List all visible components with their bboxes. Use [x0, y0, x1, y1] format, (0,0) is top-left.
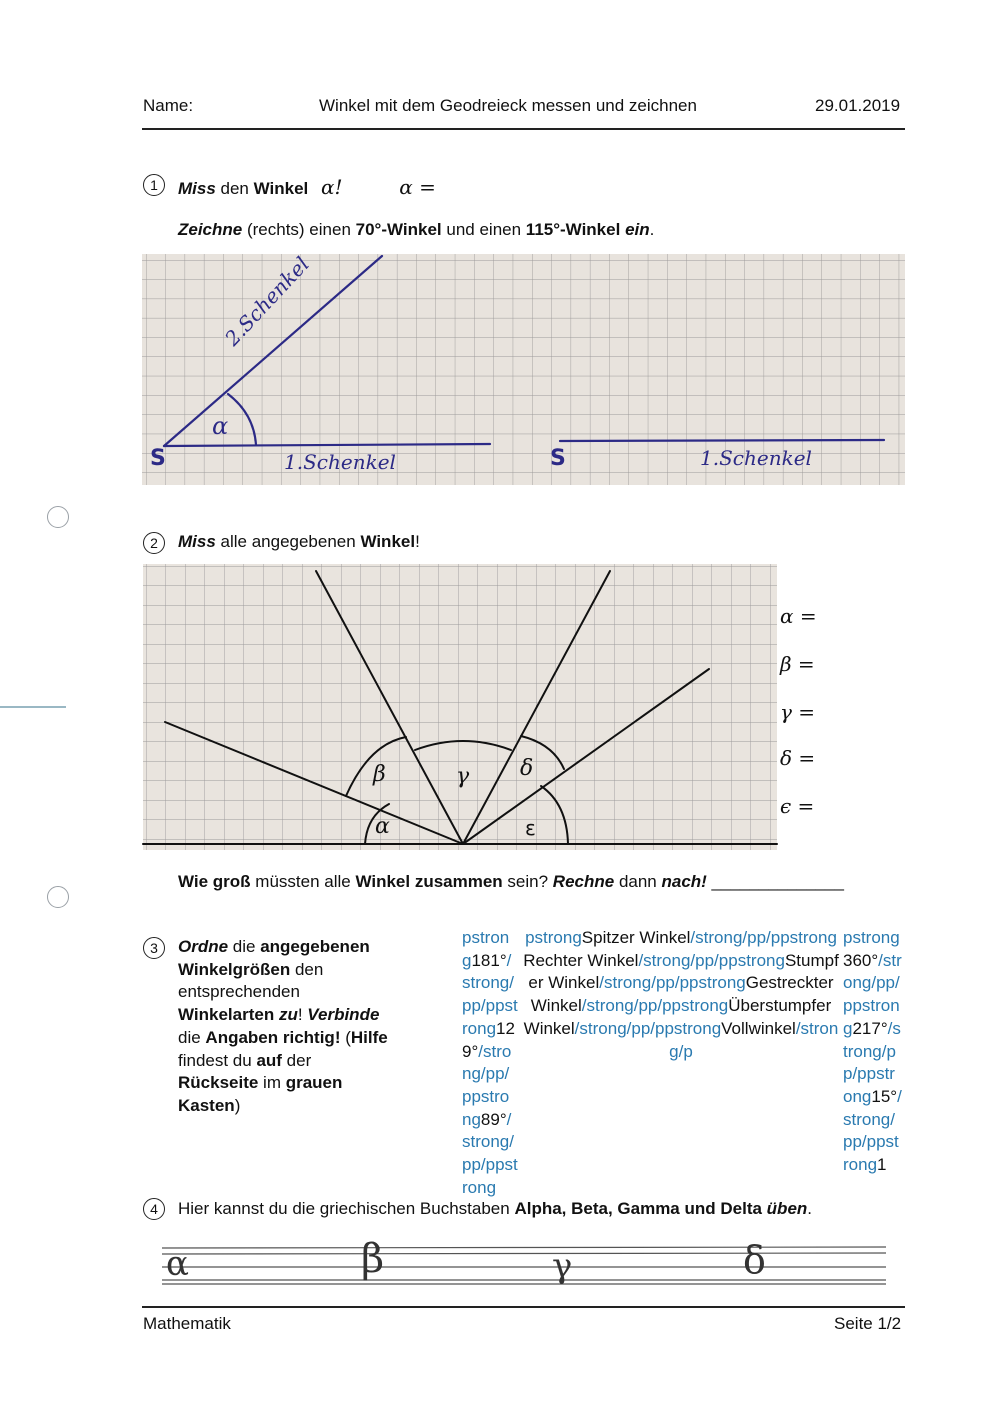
fold-mark: [0, 706, 66, 708]
vertex-label-right: S: [550, 446, 566, 471]
vertex-label-left: S: [150, 446, 166, 471]
matching-item[interactable]: 129°: [462, 1018, 515, 1061]
matching-column-values-left: [462, 927, 518, 1197]
markup-fragment: /strong/pp/ppstrong: [638, 950, 785, 970]
markup-fragment: /strong/pp/ppstrong: [581, 996, 729, 1016]
task3-instruction-run: Verbinde: [307, 1005, 380, 1025]
header-rule: [142, 128, 905, 130]
greek-gamma-sample: γ: [552, 1246, 573, 1286]
matching-item[interactable]: Spitzer Winkel: [581, 928, 691, 947]
matching-item[interactable]: 217°: [852, 1018, 888, 1038]
angle-gamma-label: γ: [456, 764, 470, 789]
matching-item[interactable]: 1: [877, 1155, 887, 1175]
task3-instruction-run: Angaben richtig!: [205, 1027, 341, 1047]
matching-item[interactable]: Überstumpfer Winkel: [523, 996, 832, 1038]
task3-instruction-run: im: [258, 1073, 286, 1093]
angle-epsilon-label: ε: [525, 816, 536, 840]
task3-instruction-run: zu: [278, 1005, 298, 1025]
answer-beta-field[interactable]: β =: [780, 652, 815, 676]
task3-instruction-run: findest du: [178, 1050, 257, 1070]
matching-item[interactable]: 89°: [480, 1109, 507, 1129]
footer-page-number: Seite 1/2: [834, 1314, 902, 1333]
task2-instruction: Miss alle angegebenen Winkel!: [178, 532, 420, 551]
task1-grid-photo: [142, 254, 905, 485]
markup-fragment: /strong/pp/ppstrong: [690, 928, 837, 947]
task3-instruction-run: !: [297, 1005, 308, 1025]
markup-fragment: /strong/pp/ppstrong: [843, 950, 902, 1038]
markup-fragment: pstrong: [462, 928, 510, 970]
markup-fragment: /strong/pp/ppstrong: [462, 1041, 512, 1129]
task3-instruction-run: die: [228, 937, 261, 956]
matching-item[interactable]: Vollwinkel: [721, 1018, 796, 1038]
greek-delta-sample: δ: [743, 1238, 766, 1282]
worksheet-date: 29.01.2019: [815, 96, 901, 115]
markup-fragment: /strong/pp/ppstrong: [599, 973, 746, 993]
task-number-1: 1: [143, 174, 165, 196]
angle-alpha-label: α: [375, 814, 390, 839]
task2-sum-question: Wie groß müssten alle Winkel zusammen sein? Rechne dann nach! ______________: [178, 872, 844, 891]
first-leg-label-left: 1.Schenkel: [284, 450, 396, 474]
markup-fragment: /strong/pp/ppstrong: [843, 1018, 901, 1106]
alpha-answer-field[interactable]: α =: [399, 175, 436, 199]
markup-fragment: /strong/pp/ppstrong: [462, 1109, 518, 1197]
second-leg-label: 2.Schenkel: [220, 252, 314, 351]
footer-rule: [142, 1306, 905, 1308]
answer-gamma-field[interactable]: γ =: [780, 700, 816, 724]
task3-instruction: [178, 936, 396, 1118]
matching-item[interactable]: 360°: [843, 950, 879, 970]
matching-column-angle-types: [522, 927, 840, 1185]
answer-alpha-field[interactable]: α =: [780, 604, 817, 628]
alpha-label-photo1: α: [212, 412, 229, 440]
task3-instruction-run: die: [178, 1027, 206, 1047]
matching-column-values-right: [843, 927, 903, 1185]
angle-beta-label: β: [373, 762, 386, 787]
answer-delta-field[interactable]: δ =: [780, 746, 816, 770]
task3-instruction-run: grauen Kasten: [178, 1073, 343, 1115]
markup-fragment: /strong/pp/ppstrong: [574, 1018, 722, 1038]
task3-instruction-run: Hilfe: [350, 1027, 388, 1047]
markup-fragment: /strong/pp/ppstrong: [462, 950, 518, 1038]
task3-instruction-run: Ordne: [178, 937, 229, 956]
task3-instruction-run: (: [340, 1027, 351, 1047]
task-number-3: 3: [143, 937, 165, 959]
matching-item[interactable]: Gestreckter Winkel: [530, 973, 834, 1016]
footer-subject: Mathematik: [143, 1314, 231, 1333]
task3-instruction-run: der: [281, 1050, 312, 1070]
answer-epsilon-field[interactable]: ϵ =: [780, 794, 815, 818]
matching-item[interactable]: Rechter Winkel: [523, 950, 639, 970]
task3-instruction-run: Rückseite: [178, 1073, 259, 1093]
sum-answer-line[interactable]: ______________: [706, 872, 844, 891]
task3-instruction-run: angegebenen Winkelgrößen: [178, 937, 370, 979]
matching-item[interactable]: 15°: [871, 1086, 898, 1106]
greek-handwriting-practice-lines[interactable]: [158, 1236, 890, 1290]
punch-hole-mark: [47, 506, 69, 528]
matching-item[interactable]: 181°: [471, 950, 507, 970]
markup-fragment: /strong/p: [669, 1018, 839, 1061]
task2-grid-photo: [143, 564, 777, 850]
greek-alpha-sample: α: [166, 1244, 189, 1284]
matching-item[interactable]: Stumpfer Winkel: [528, 950, 839, 993]
markup-fragment: pstrong: [843, 928, 900, 947]
markup-fragment: pstrong: [525, 928, 582, 947]
task-number-4: 4: [143, 1198, 165, 1220]
name-label: Name:: [143, 96, 194, 115]
angle-delta-label: δ: [520, 756, 534, 781]
task3-instruction-run: den entsprechenden: [178, 959, 324, 1002]
task4-instruction: Hier kannst du die griechischen Buchstaben Alpha, Beta, Gamma und Delta üben.: [178, 1199, 813, 1218]
task1-instruction-draw: Zeichne (rechts) einen 70°-Winkel und einen 115°-Winkel ein.: [178, 220, 655, 239]
first-leg-label-right: 1.Schenkel: [700, 446, 812, 470]
task-number-2: 2: [143, 532, 165, 554]
task3-instruction-run: auf: [256, 1050, 282, 1070]
markup-fragment: /strong/pp/ppstrong: [843, 1086, 902, 1175]
worksheet-title: Winkel mit dem Geodreieck messen und zeichnen: [319, 96, 697, 115]
task3-instruction-run: Winkelarten: [178, 1005, 275, 1025]
alpha-excl: α!: [320, 175, 343, 199]
greek-beta-sample: β: [361, 1236, 385, 1282]
punch-hole-mark: [47, 886, 69, 908]
task1-instruction-measure: Miss den Winkel α! α =: [178, 175, 436, 199]
task3-instruction-run: ): [234, 1095, 241, 1115]
